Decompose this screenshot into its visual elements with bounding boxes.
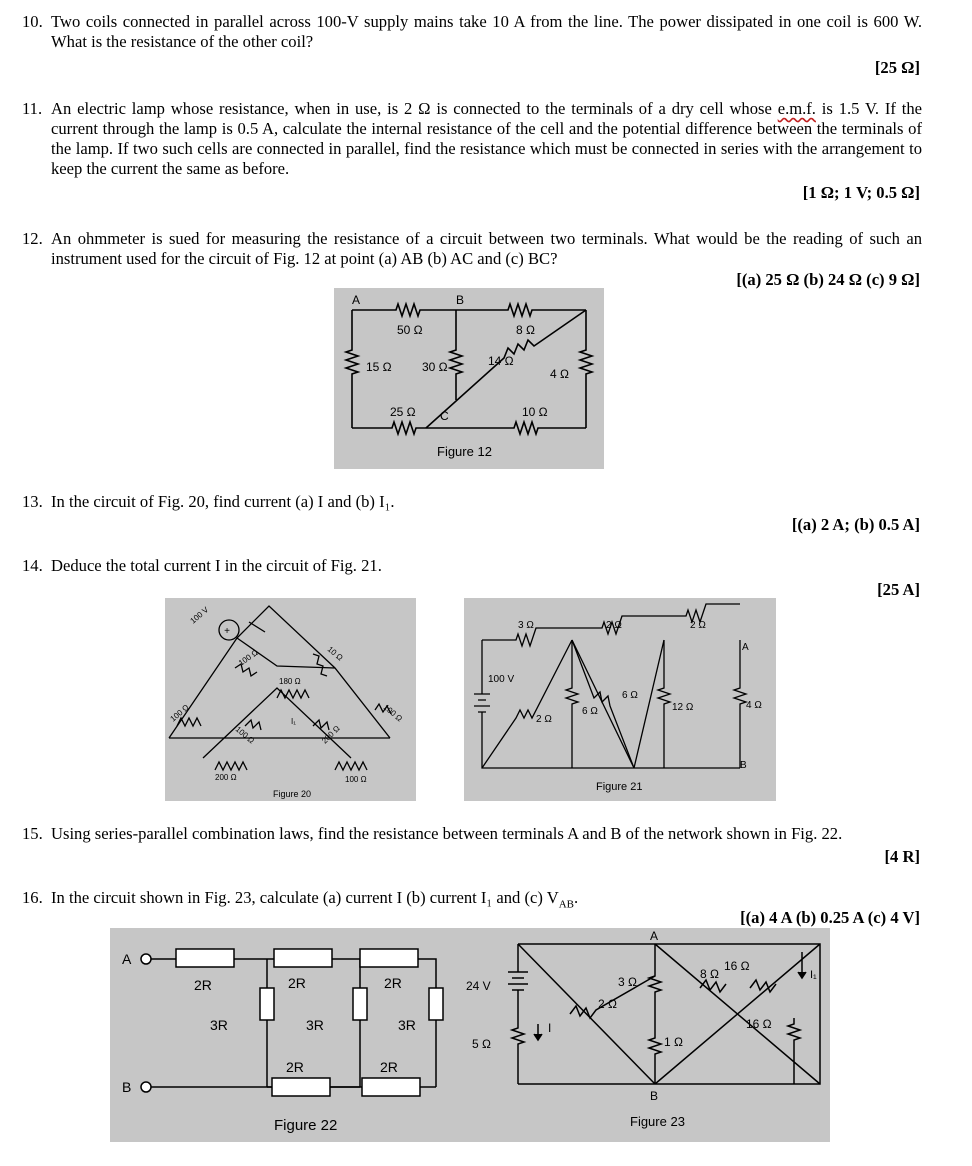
resistor-200-bottom-label: 200 Ω — [215, 773, 237, 782]
resistor-15-label: 15 Ω — [366, 360, 392, 374]
question-text: Two coils connected in parallel across 100-V supply mains take 10 A from the line. The power dissipated in one coil is 600 W. What is the resistance of the other coil? — [51, 12, 922, 51]
resistor-12-label: 12 Ω — [672, 702, 694, 713]
question-number: 13. — [22, 492, 43, 511]
resistor-180-label: 180 Ω — [279, 677, 301, 686]
question-text: An electric lamp whose resistance, when in use, is 2 Ω is connected to the terminals of a dry cell whose e.m.f. is 1.5 V. If the current through the lamp is 0.5 A, calculate the internal resistance of the cell and the potential difference between the terminals of the lamp. If two such cells are connected in parallel, find the resistance which must be connected in series with the arrangement to keep the current the same as before. — [51, 99, 922, 178]
figure-caption: Figure 20 — [273, 789, 312, 799]
answer-12: [(a) 25 Ω (b) 24 Ω (c) 9 Ω] — [736, 270, 920, 289]
source-plus-icon: + — [224, 626, 230, 637]
resistor-3r-label: 3R — [210, 1017, 228, 1033]
resistor-2-diag-label: 2 Ω — [536, 714, 552, 725]
node-b-label: B — [650, 1089, 659, 1103]
resistor-16-top-label: 16 Ω — [724, 959, 750, 973]
resistor-2-top-label: 2 Ω — [606, 620, 622, 631]
resistor-2r-label: 2R — [288, 975, 306, 991]
terminal-b-label: B — [122, 1079, 132, 1095]
resistor-100-left-label: 100 Ω — [168, 702, 191, 724]
resistor-10-label: 10 Ω — [522, 405, 548, 419]
question-number: 12. — [22, 229, 43, 248]
resistor-200-inner-label: 200 Ω — [320, 723, 342, 746]
figure-12 — [334, 288, 604, 469]
question-11 — [22, 99, 922, 183]
question-number: 10. — [22, 12, 43, 31]
question-text: In the circuit shown in Fig. 23, calculate (a) current I (b) current I₁ and (c) $V_{AB}$. — [51, 888, 579, 911]
answer-15: [4 R] — [884, 847, 920, 866]
resistor-30-label: 30 Ω — [422, 360, 448, 374]
resistor-25-label: 25 Ω — [390, 405, 416, 419]
resistor-2r-label: 2R — [384, 975, 402, 991]
current-i1-label: I₁ — [810, 969, 817, 981]
resistor-3r-label: 3R — [306, 1017, 324, 1033]
resistor-8-label: 8 Ω — [700, 967, 719, 981]
question-13 — [22, 492, 922, 514]
current-i1-label: I₁ — [291, 717, 296, 726]
question-number: 15. — [22, 824, 43, 843]
figure-21 — [464, 598, 776, 801]
question-10 — [22, 12, 922, 54]
question-number: 14. — [22, 556, 43, 575]
question-text: Using series-parallel combination laws, find the resistance between terminals A and B of the network shown in Fig. 22. — [51, 824, 843, 843]
resistor-4-label: 4 Ω — [550, 367, 569, 381]
question-number: 11. — [22, 99, 43, 118]
resistor-1-label: 1 Ω — [664, 1035, 683, 1049]
node-a-label: A — [742, 642, 749, 653]
figure-23-caption: Figure 23 — [630, 1114, 685, 1129]
resistor-2-right-label: 2 Ω — [690, 620, 706, 631]
answer-10: [25 Ω] — [874, 58, 920, 77]
source-24v-label: 24 V — [466, 979, 491, 993]
resistor-16-right-label: 16 Ω — [746, 1017, 772, 1031]
question-14 — [22, 556, 922, 578]
answer-13: [(a) 2 A; (b) 0.5 A] — [791, 515, 920, 534]
terminal-a-label: A — [122, 951, 132, 967]
resistor-2r-label: 2R — [194, 977, 212, 993]
answer-14: [25 A] — [877, 580, 920, 599]
question-number: 16. — [22, 888, 43, 907]
node-b-label: B — [740, 760, 747, 771]
answer-11: [1 Ω; 1 V; 0.5 Ω] — [802, 183, 920, 202]
resistor-14-label: 14 Ω — [488, 354, 514, 368]
question-text: In the circuit of Fig. 20, find current (a) I and (b) I₁. — [51, 492, 395, 511]
current-i-label: I — [548, 1021, 552, 1035]
answer-16: [(a) 4 A (b) 0.25 A (c) 4 V] — [740, 908, 920, 927]
question-text: Deduce the total current I in the circuit of Fig. 21. — [51, 556, 382, 575]
figures-22-23-panel — [110, 928, 830, 1142]
resistor-4-label: 4 Ω — [746, 700, 762, 711]
node-a-label: A — [650, 929, 659, 943]
resistor-100-inner-label: 100 Ω — [233, 724, 257, 746]
question-text: An ohmmeter is sued for measuring the resistance of a circuit between two terminals. What would be the reading of such an instrument used for the circuit of Fig. 12 at point (a) AB (b) AC and (c) BC? — [51, 229, 922, 268]
resistor-3-label: 3 Ω — [618, 975, 637, 989]
resistor-2r-label: 2R — [380, 1059, 398, 1075]
resistor-100-label: 100 Ω — [236, 647, 260, 668]
node-c-label: C — [440, 409, 449, 423]
question-16 — [22, 888, 922, 910]
source-voltage-label: 100 V — [188, 605, 211, 626]
question-12 — [22, 229, 922, 271]
resistor-2r-label: 2R — [286, 1059, 304, 1075]
figure-20 — [165, 598, 416, 801]
figure-23 — [508, 944, 820, 1084]
node-b-label: B — [456, 293, 465, 307]
resistor-100-bottom-label: 100 Ω — [345, 775, 367, 784]
resistor-8-label: 8 Ω — [516, 323, 535, 337]
resistor-6-diag-label: 6 Ω — [622, 690, 638, 701]
question-15 — [22, 824, 922, 846]
resistor-6-left-label: 6 Ω — [582, 706, 598, 717]
node-a-label: A — [352, 293, 361, 307]
resistor-50-label: 50 Ω — [397, 323, 423, 337]
figure-22-caption: Figure 22 — [274, 1117, 338, 1134]
figure-caption: Figure 12 — [437, 444, 492, 459]
resistor-5-label: 5 Ω — [472, 1037, 491, 1051]
spellcheck-word: e.m.f. — [777, 99, 816, 118]
resistor-10-label: 10 Ω — [325, 644, 345, 663]
resistor-3-label: 3 Ω — [518, 620, 534, 631]
resistor-2-label: 2 Ω — [598, 997, 617, 1011]
figure-caption: Figure 21 — [596, 781, 643, 793]
resistor-100-right-label: 100 Ω — [381, 702, 405, 724]
source-voltage-label: 100 V — [488, 674, 515, 685]
resistor-3r-label: 3R — [398, 1017, 416, 1033]
